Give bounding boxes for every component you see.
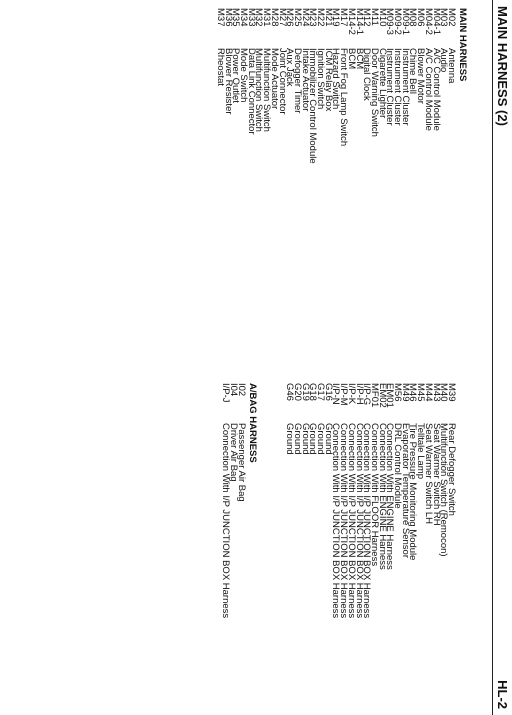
connector-row (278, 8, 286, 248)
connector-description: Door Warning Switch (368, 48, 380, 137)
connector-code: M28 (268, 8, 280, 27)
connector-description: Ground (291, 423, 303, 455)
connector-description: Cigarette Lighter (376, 48, 388, 119)
connector-description: Ground (284, 423, 296, 455)
connector-description: Data Link Connector (245, 48, 257, 135)
connector-code: M09-3 (384, 8, 396, 35)
connector-description: Hazard Switch (330, 48, 342, 110)
connector-description: Immobilizer Control Module (307, 48, 319, 164)
connector-description: Intake Actuator (299, 48, 311, 112)
connector-code: M44 (422, 383, 434, 402)
connector-row (409, 8, 417, 248)
connector-description: Digital Clock (361, 48, 373, 101)
right-column (221, 383, 468, 708)
connector-description: BCM (345, 48, 357, 70)
connector-description: Instrument Cluster (384, 48, 396, 126)
connector-description: Aux Jack (284, 48, 296, 87)
connector-code: M49 (399, 383, 411, 402)
connector-description: Instrument Cluster (399, 48, 411, 126)
connector-code: M46 (407, 383, 419, 402)
connector-list-main-right (286, 383, 455, 708)
connector-code: M09-2 (392, 8, 404, 35)
connector-code: M37 (214, 8, 226, 27)
connector-row (415, 8, 427, 248)
connector-description: Connection With ENGINE Harness (376, 423, 388, 570)
connector-code: M03 (438, 8, 450, 27)
connector-code: G16 (322, 383, 334, 401)
connector-code: M27 (276, 8, 288, 27)
connector-code: M36 (222, 8, 234, 27)
connector-code: M14-1 (353, 8, 365, 35)
connector-description: Tire Pressure Monitoring Module (407, 423, 419, 561)
connector-description: Antenna (446, 48, 457, 84)
connector-description: Ground (307, 423, 319, 455)
connector-code: M43 (430, 383, 442, 402)
connector-description: Multifunction Switch (261, 48, 273, 132)
connector-code: M24 (299, 8, 311, 27)
section-spacer (457, 383, 468, 708)
connector-code: EM02 (376, 383, 388, 408)
connector-description: Driver Air Bag (227, 423, 239, 482)
connector-code: M33 (245, 8, 257, 27)
header-divider (492, 0, 493, 715)
connector-description: DRL Control Module (392, 423, 404, 509)
connector-description: Connection With I/P JUNCTION BOX Harness (220, 423, 232, 619)
connector-row (286, 8, 294, 248)
connector-code: I/P-K (345, 383, 357, 405)
connector-code: M02 (446, 8, 457, 27)
connector-row (247, 8, 255, 248)
connector-code: M11 (368, 8, 380, 26)
connector-description: Ground (322, 423, 334, 455)
connector-description: Multifunction Switch (Remocon) (438, 423, 450, 557)
section-title-main-harness: MAIN HARNESS (457, 8, 468, 82)
connector-code: M04-1 (430, 8, 442, 35)
connector-code: M08 (407, 8, 419, 27)
connector-description: Telltale Lamp (415, 423, 427, 479)
connector-code: M40 (438, 383, 450, 402)
connector-code: G17 (315, 383, 327, 401)
connector-description: Ignition Switch (315, 48, 327, 110)
connector-code: M10 (376, 8, 388, 27)
connector-row (386, 8, 394, 248)
connector-code: M14-2 (345, 8, 357, 35)
connector-code: I/P-N (330, 383, 342, 405)
connector-code: M22 (315, 8, 327, 27)
connector-code: M34 (238, 8, 250, 27)
connector-description: Joint Connector (276, 48, 288, 115)
connector-row (338, 8, 350, 248)
page-title: MAIN HARNESS (2) (495, 6, 510, 126)
connector-description: Ground (315, 423, 327, 455)
connector-description: Connection With I/P JUNCTION BOX Harness (330, 423, 342, 619)
connector-description: Connection With ENGINE Harness (384, 423, 396, 570)
connector-code: M31 (261, 8, 273, 27)
connector-row (401, 8, 409, 248)
connector-description: Passenger Air Bag (235, 423, 247, 502)
connector-row (324, 8, 332, 248)
connector-row (220, 383, 232, 708)
connector-description: Evaporator Temperature Sensor (399, 423, 411, 559)
connector-code: M23 (307, 8, 319, 27)
connector-row (301, 8, 309, 248)
connector-code: M25 (291, 8, 303, 27)
section-gap (258, 383, 286, 708)
connector-row (363, 8, 371, 248)
connector-row (293, 8, 301, 248)
page-number: HL-2 (495, 680, 510, 709)
connector-row (238, 8, 250, 248)
connector-code: G46 (284, 383, 296, 401)
left-column (216, 8, 468, 248)
connector-row (355, 8, 363, 248)
connector-list-airbag (220, 383, 247, 708)
connector-row (309, 8, 317, 248)
connector-row (216, 8, 224, 248)
section-title-airbag-harness: A/BAG HARNESS (246, 383, 258, 463)
connector-description: Blower Motor (415, 48, 427, 104)
connector-row (447, 8, 455, 248)
connector-list-main-left (216, 8, 455, 248)
connector-code: M26 (284, 8, 296, 27)
connector-description: Rheostat (214, 48, 226, 87)
connector-description: A/C Control Module (422, 48, 434, 131)
connector-row (424, 8, 432, 248)
connector-description: Power Outlet (230, 48, 242, 103)
connector-description: Seat Warmer Switch RH (430, 423, 442, 526)
connector-code: M35 (230, 8, 242, 27)
connector-description: A/C Control Module (430, 48, 442, 131)
connector-description: Connection With I/P JUNCTION BOX Harness (353, 423, 365, 619)
connector-code: M04-2 (422, 8, 434, 35)
connector-code: G19 (299, 383, 311, 401)
connector-description: Audio (438, 48, 450, 73)
connector-code: M32 (253, 8, 265, 27)
connector-description: Connection With FLOOR Harness (368, 423, 380, 567)
connector-code: G20 (291, 383, 303, 401)
connector-description: BCM (353, 48, 365, 70)
connector-description: Ground (299, 423, 311, 455)
connector-code: G18 (307, 383, 319, 401)
connector-code: EM01 (384, 383, 396, 408)
connector-row (370, 8, 378, 248)
connector-code: M39 (446, 383, 457, 402)
connector-code: I/P-H (353, 383, 365, 405)
connector-code: M45 (415, 383, 427, 402)
connector-description: Mode Actuator (268, 48, 280, 110)
connector-description: Connection With I/P JUNCTION BOX Harness (345, 423, 357, 619)
connector-code: M56 (392, 383, 404, 402)
connector-description: Connection With I/P JUNCTION BOX Harness (361, 423, 373, 619)
connector-row (332, 8, 340, 248)
connector-description: Seat Warmer Switch LH (422, 423, 434, 525)
connector-row (224, 8, 232, 248)
connector-code: M21 (322, 8, 334, 27)
connector-description: Rear Defogger Switch (446, 423, 457, 516)
connector-code: I02 (235, 383, 247, 397)
connector-row (232, 8, 240, 248)
connector-code: MF01 (368, 383, 380, 408)
connector-code: I04 (227, 383, 239, 397)
connector-code: I/P-G (361, 383, 373, 406)
connector-row (286, 383, 294, 708)
connector-row (392, 8, 404, 248)
connector-code: I/P-M (338, 383, 350, 406)
connector-description: Chime Bell (407, 48, 419, 94)
connector-description: Mode Switch (238, 48, 250, 103)
connector-code: M17 (338, 8, 350, 27)
connector-description: Front Fog Lamp Switch (338, 48, 350, 147)
connector-description: Defogger Timer (291, 48, 303, 114)
connector-code: M09-1 (399, 8, 411, 35)
connector-code: M06 (415, 8, 427, 27)
connector-description: Instrument Cluster (392, 48, 404, 126)
connector-description: Multifunction Switch (253, 48, 265, 132)
connector-code: I/P-J (220, 383, 232, 403)
connector-code: M12 (361, 8, 373, 27)
connector-description: Connection With I/P JUNCTION BOX Harness (338, 423, 350, 619)
connector-description: Blower Resister (222, 48, 234, 115)
connector-description: ICM Relay Box (322, 48, 334, 112)
connector-code: M19 (330, 8, 342, 27)
